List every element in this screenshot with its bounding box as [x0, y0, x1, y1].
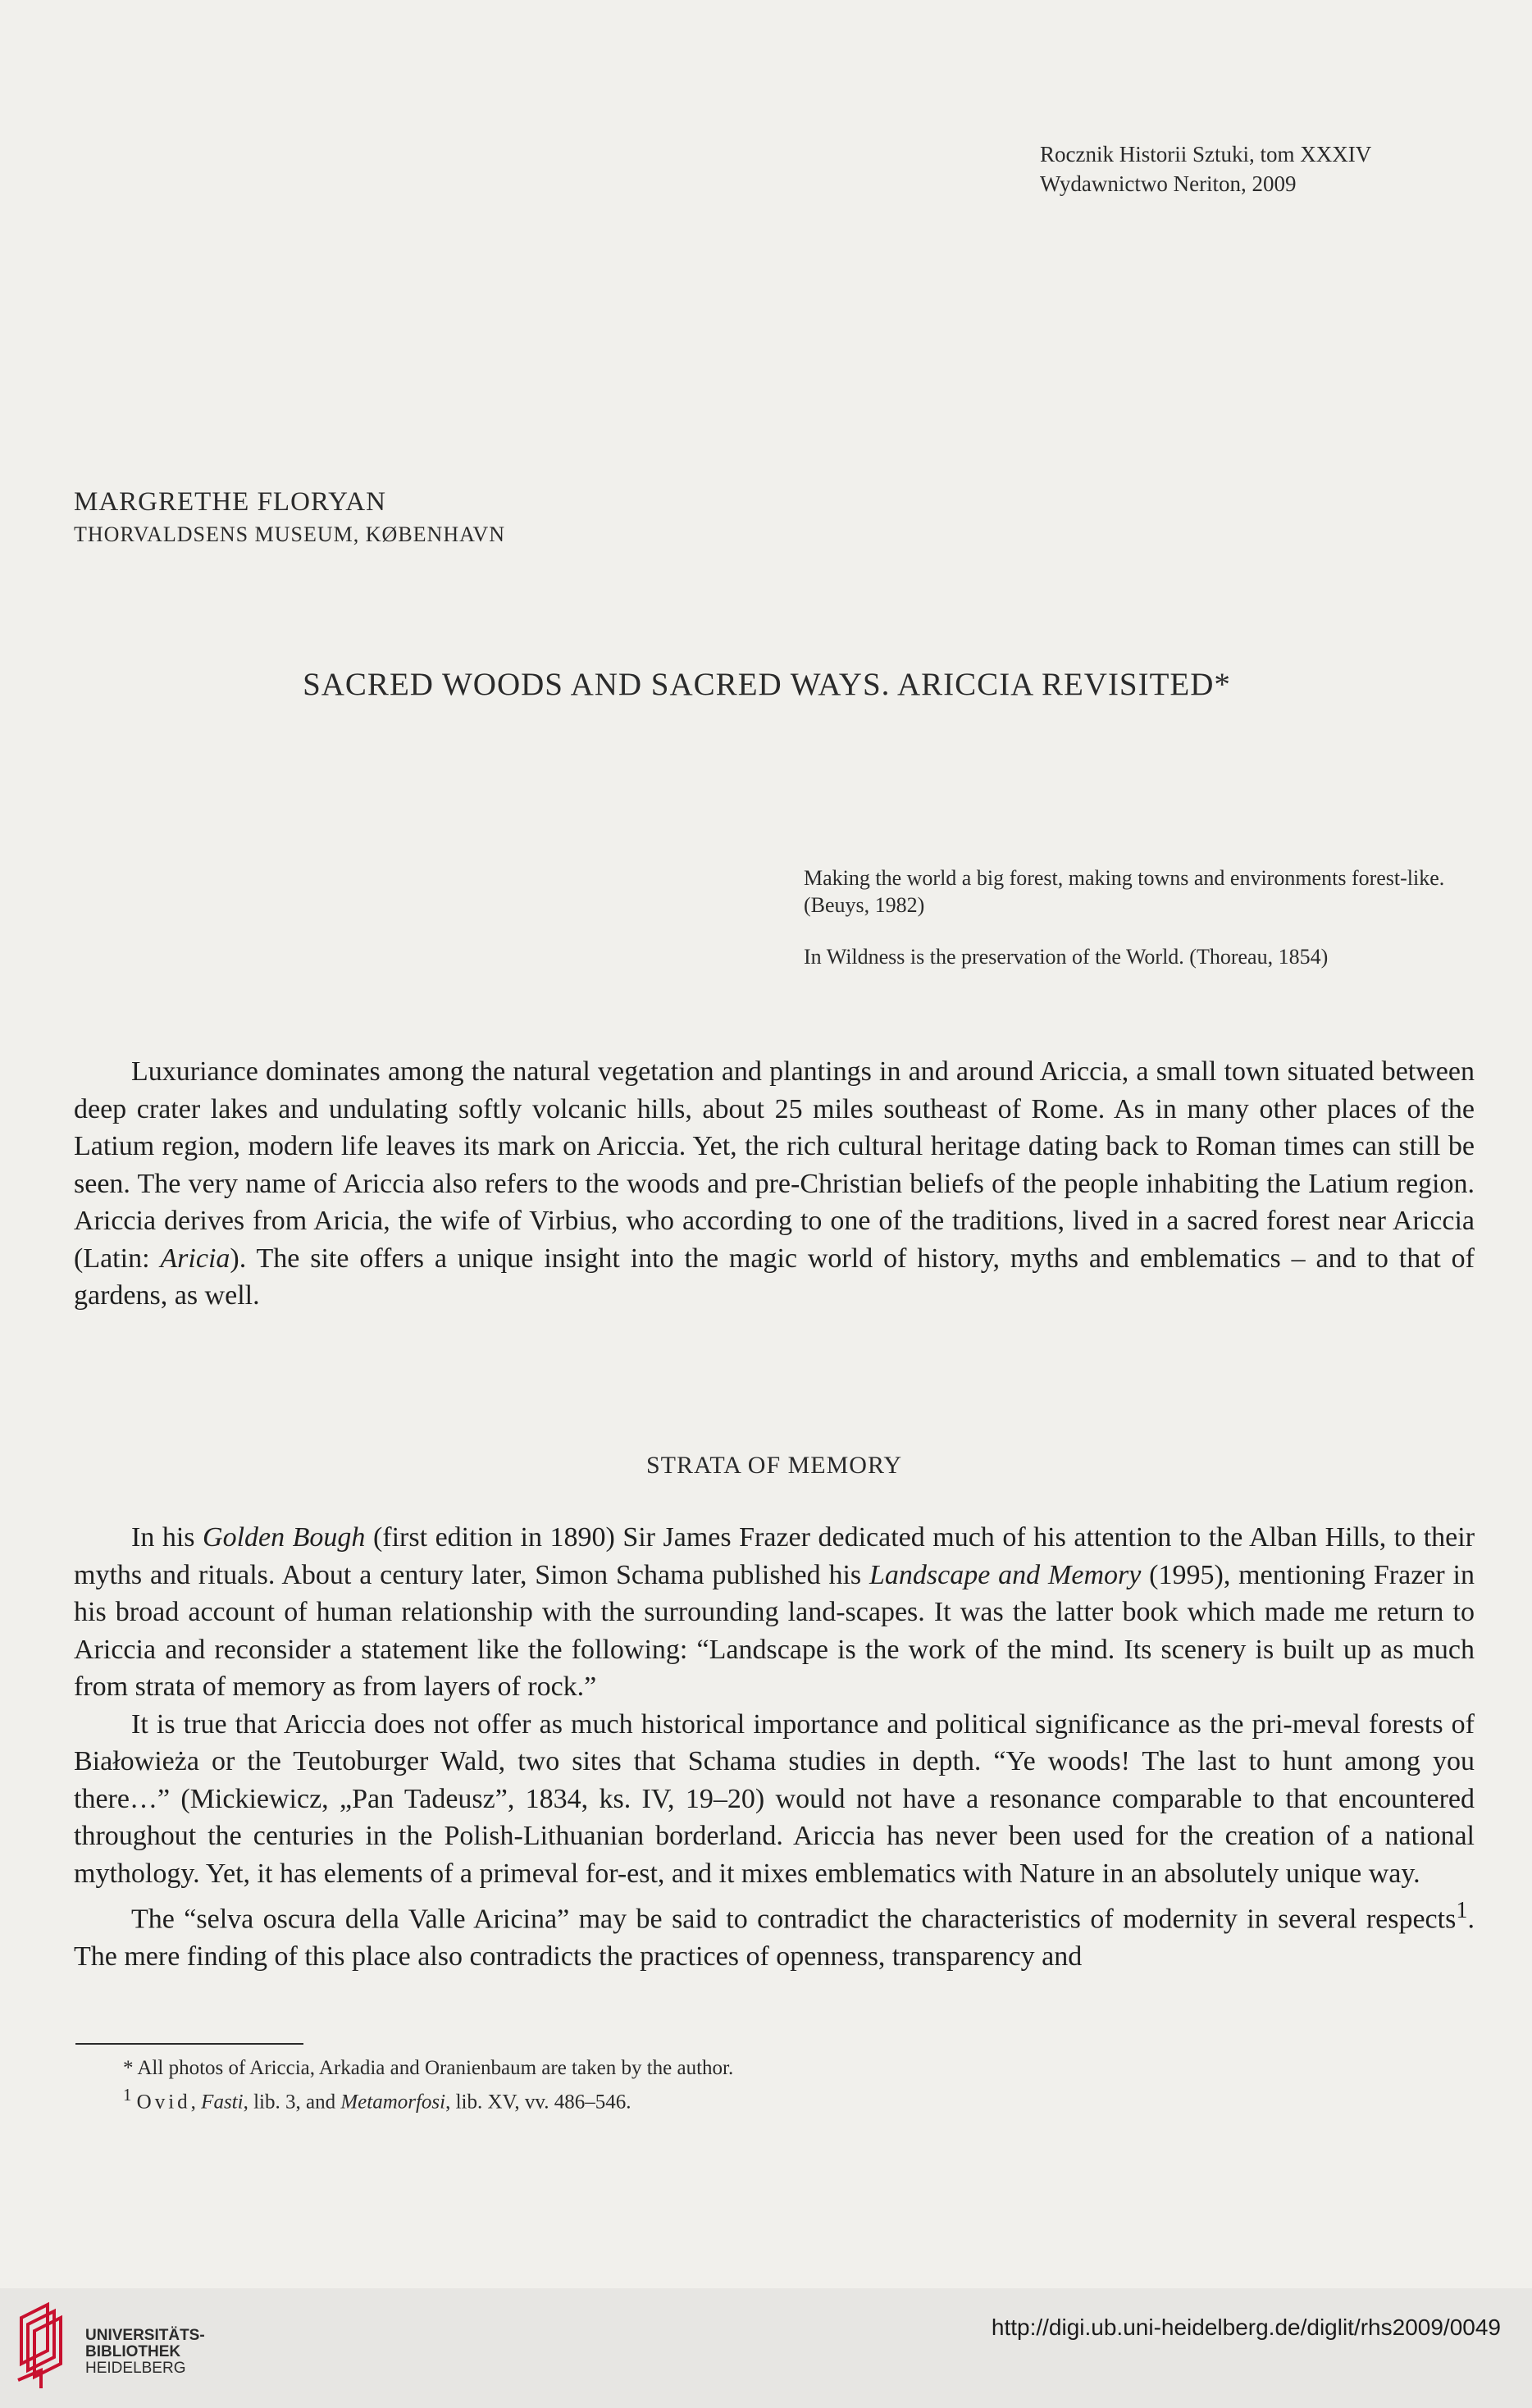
- epigraphs: [804, 864, 1476, 995]
- footnote-star: * All photos of Ariccia, Arkadia and Oranienbaum are taken by the author.: [123, 2057, 734, 2079]
- source-url-link[interactable]: http://digi.ub.uni-heidelberg.de/diglit/rhs2009/0049: [991, 2315, 1501, 2340]
- author-name: MARGRETHE FLORYAN: [74, 487, 386, 517]
- footnote-1-sep: ,: [190, 2091, 202, 2114]
- author-block: [74, 484, 505, 550]
- footnotes: [74, 2055, 1475, 2115]
- footnote-1-text-b: , lib. 3, and: [243, 2091, 341, 2114]
- p3-text-a: The “selva oscura della Valle Aricina” may be said to contradict the characteristics of modernity in several respects: [131, 1904, 1457, 1935]
- footnote-1-text-c: , lib. XV, vv. 486–546.: [445, 2091, 631, 2114]
- intro-section: [74, 1053, 1475, 1315]
- journal-header: [1040, 139, 1483, 198]
- library-name-line3: HEIDELBERG: [85, 2360, 186, 2377]
- footnote-divider: [75, 2043, 303, 2045]
- library-logo-icon[interactable]: [15, 2301, 80, 2392]
- section-heading: STRATA OF MEMORY: [645, 1452, 902, 1479]
- footnote-1-fasti: Fasti: [201, 2091, 244, 2114]
- p1-text-c: (1995), mentioning Frazer in his broad account of human relationship with the surrounding land-scapes. It was the latter book which made me return to Ariccia and reconsider a statement like the following: “Landscape is the work of the mind. Its scenery is built up as much from strata of memory as from layers of rock.”: [74, 1559, 1475, 1702]
- epigraph-thoreau: In Wildness is the preservation of the World. (Thoreau, 1854): [804, 945, 1329, 969]
- footnote-1-author: Ovid: [136, 2091, 191, 2114]
- intro-italic: Aricia: [160, 1243, 230, 1274]
- p1-italic-landscape-memory: Landscape and Memory: [869, 1559, 1142, 1590]
- footnote-1-metamorfosi: Metamorfosi: [340, 2091, 446, 2114]
- footnote-ref-1[interactable]: 1: [1456, 1898, 1468, 1923]
- footnote-1: [74, 2082, 1475, 2115]
- library-name: [85, 2328, 205, 2377]
- p1-text-b: (first edition in 1890) Sir James Frazer dedicated much of his attention to the Alban Hills, to their myths and rituals. About a century later, Simon Schama published his: [74, 1522, 1475, 1590]
- section-body: [74, 1519, 1475, 1975]
- library-name-line1: UNIVERSITÄTS-: [85, 2327, 205, 2344]
- p1-text-a: In his: [131, 1522, 203, 1553]
- p3-text-b: . The mere finding of this place also contradicts the practices of openness, transparency and: [74, 1904, 1475, 1972]
- footnote-1-mark: 1: [123, 2085, 132, 2105]
- intro-text-1: Luxuriance dominates among the natural vegetation and plantings in and around Ariccia, a small town situated between deep crater lakes and undulating softly volcanic hills, about 25 miles southeast of Rome. As in many other places of the Latium region, modern life leaves its mark on Ariccia. Yet, the rich cultural heritage dating back to Roman times can still be seen. The very name of Ariccia also refers to the woods and pre-Christian beliefs of the people inhabiting the Latium region. Ariccia derives from Aricia, the wife of Virbius, who according to one of the traditions, lived in a sacred forest near Ariccia (Latin:: [74, 1056, 1475, 1274]
- library-name-line2: BIBLIOTHEK: [85, 2343, 181, 2360]
- journal-title: Rocznik Historii Sztuki, tom XXXIV: [1040, 142, 1372, 166]
- paragraph-1: [74, 1519, 1475, 1706]
- intro-text-2: ). The site offers a unique insight into the magic world of history, myths and emblematics – and to that of gardens, as well.: [74, 1243, 1475, 1311]
- p1-italic-golden-bough: Golden Bough: [203, 1522, 366, 1553]
- publisher-line: Wydawnictwo Neriton, 2009: [1040, 171, 1297, 196]
- paragraph-3: [74, 1892, 1475, 1975]
- footer-bar: [0, 2288, 1532, 2408]
- intro-paragraph: [74, 1053, 1475, 1315]
- epigraph-beuys: Making the world a big forest, making towns and environments forest-like. (Beuys, 1982): [804, 866, 1445, 917]
- author-affiliation: THORVALDSENS MUSEUM, KØBENHAVN: [74, 522, 506, 546]
- article-title: SACRED WOODS AND SACRED WAYS. ARICCIA REVISITED*: [303, 667, 1231, 702]
- paragraph-2: It is true that Ariccia does not offer as much historical importance and political significance as the pri-meval forests of Białowieża or the Teutoburger Wald, two sites that Schama studies in depth. “Ye woods! The last to hunt among you there…” (Mickiewicz, „Pan Tadeusz”, 1834, ks. IV, 19–20) would not have a resonance comparable to that encountered throughout the centuries in the Polish-Lithuanian borderland. Ariccia has never been used for the creation of a national mythology. Yet, it has elements of a primeval for-est, and it mixes emblematics with Nature in an absolutely unique way.: [74, 1708, 1475, 1889]
